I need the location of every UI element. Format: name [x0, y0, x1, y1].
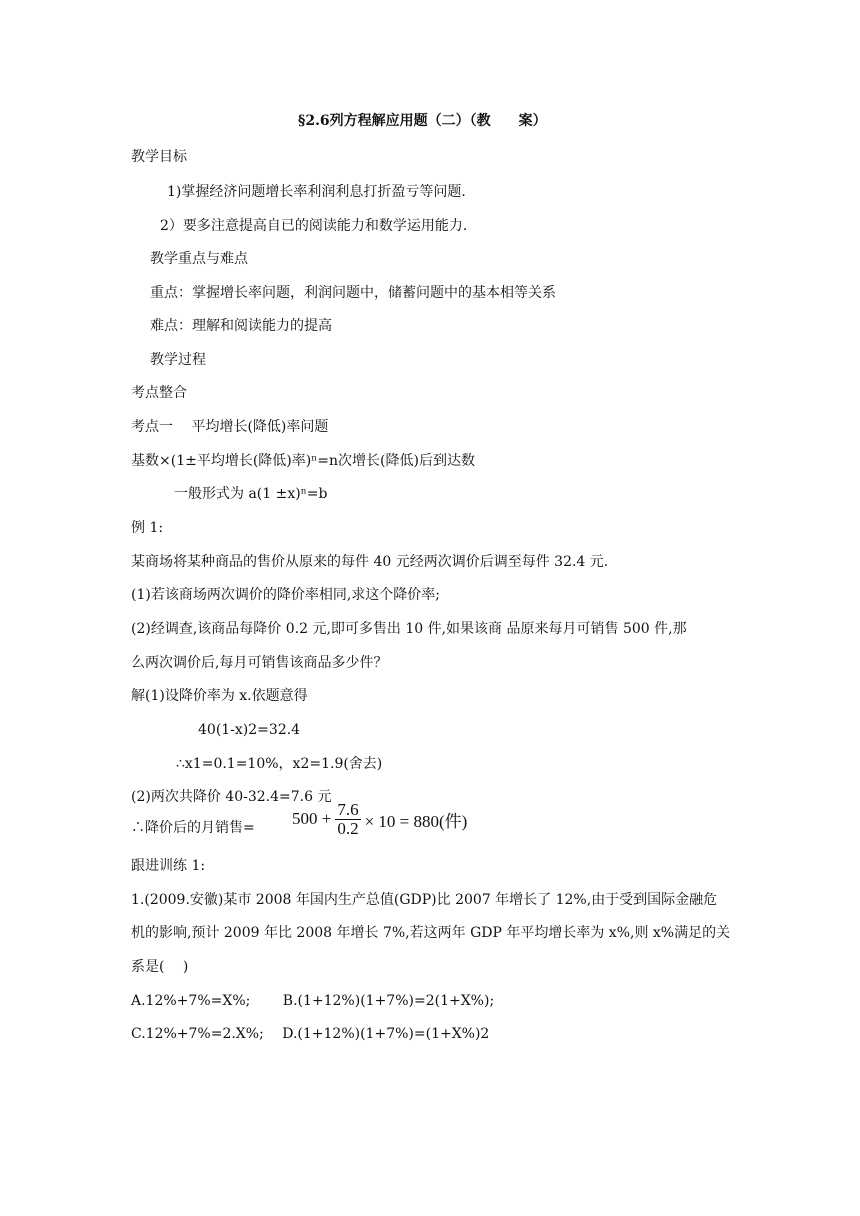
example-1-question-2b: 么两次调价后,每月可销售该商品多少件？: [131, 655, 388, 671]
example-1-label: 例 1:: [131, 520, 164, 536]
objective-1: 1)掌握经济问题增长率利润利息打折盈亏等问题.: [167, 184, 466, 200]
heading-key-points: 教学重点与难点: [150, 251, 248, 267]
growth-rate-relation: 基数×(1±平均增长(降低)率)ⁿ=n次增长(降低)后到达数: [131, 453, 475, 469]
formula-suffix: × 10 = 880(件): [364, 811, 468, 831]
exercise-1-line-3: 系是( ): [131, 959, 189, 975]
follow-up-exercise-label: 跟进训练 1:: [131, 858, 206, 874]
sales-formula: [292, 798, 467, 840]
exercise-1-options-cd: C.12%+7%=2.X%; D.(1+12%)(1+7%)=(1+X%)2: [131, 1026, 490, 1042]
general-form: 一般形式为 a(1 ±x)ⁿ=b: [174, 486, 328, 502]
exercise-1-options-ab: A.12%+7%=X%; B.(1+12%)(1+7%)=2(1+X%);: [131, 993, 495, 1009]
key-point: 重点：掌握增长率问题，利润问题中，储蓄问题中的基本相等关系: [150, 285, 556, 301]
heading-exam-points: 考点整合: [131, 385, 187, 401]
document-title: §2.6列方程解应用题（二）（教 案）: [298, 113, 547, 129]
solution-1-equation: 40(1-x)2=32.4: [198, 722, 301, 738]
formula-fraction: [335, 801, 360, 838]
example-1-question-1: (1)若该商场两次调价的降价率相同,求这个降价率;: [131, 587, 440, 603]
difficult-point: 难点：理解和阅读能力的提高: [150, 318, 332, 334]
heading-teaching-process: 教学过程: [150, 352, 206, 368]
solution-2-intro: (2)两次共降价 40-32.4=7.6 元: [131, 789, 332, 805]
example-1-statement: 某商场将某种商品的售价从原来的每件 40 元经两次调价后调至每件 32.4 元.: [131, 554, 609, 570]
exercise-1-line-1: 1.(2009.安徽)某市 2008 年国内生产总值(GDP)比 2007 年增长了 12%,由于受到国际金融危: [131, 892, 718, 908]
solution-2-monthly-sales: ∴降价后的月销售=: [131, 820, 255, 836]
solution-1-intro: 解(1)设降价率为 x.依题意得: [131, 688, 308, 704]
formula-numerator: 7.6: [337, 799, 359, 819]
heading-teaching-objectives: 教学目标: [131, 149, 187, 165]
exam-point-1: 考点一 平均增长(降低)率问题: [131, 419, 329, 435]
objective-2: 2）要多注意提高自已的阅读能力和数学运用能力.: [160, 218, 468, 234]
exercise-1-line-2: 机的影响,预计 2009 年比 2008 年增长 7%,若这两年 GDP 年平均增长率为 x%,则 x%满足的关: [131, 925, 731, 941]
formula-prefix: 500 +: [292, 809, 332, 828]
example-1-question-2a: (2)经调查,该商品每降价 0.2 元,即可多售出 10 件,如果该商 品原来每月可销售 500 件,那: [131, 621, 687, 637]
solution-1-roots: ∴x1=0.1=10%，x2=1.9(舍去): [176, 756, 383, 772]
formula-denominator: 0.2: [337, 818, 359, 838]
